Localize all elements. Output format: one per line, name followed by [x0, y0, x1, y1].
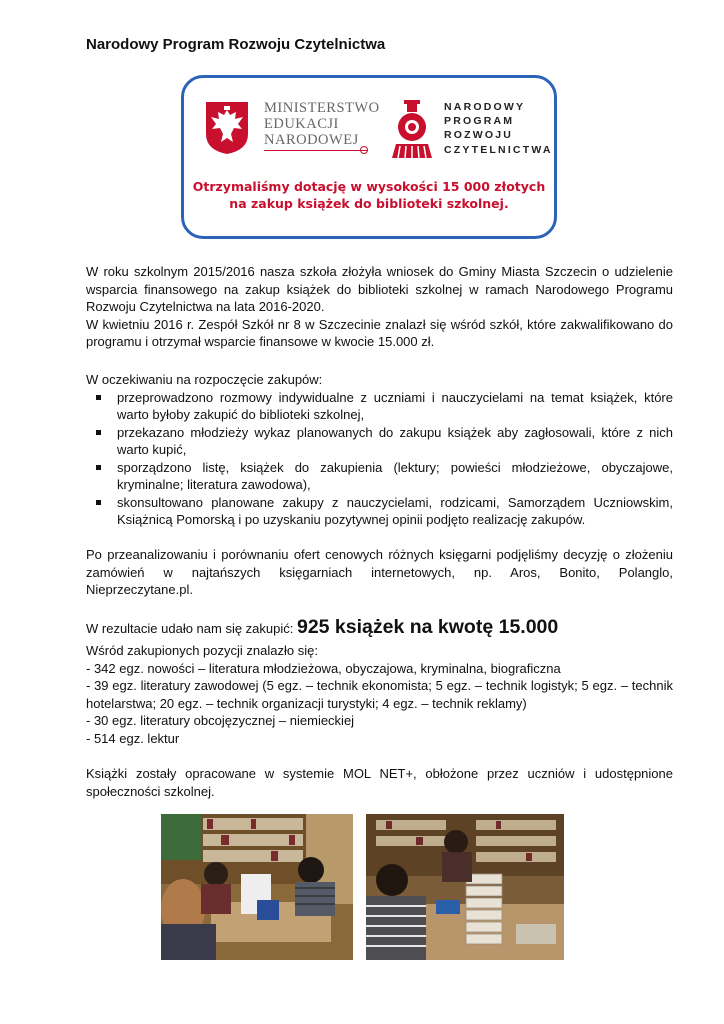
breakdown-heading: Wśród zakupionych pozycji znalazło się: [86, 643, 318, 658]
waiting-section [86, 371, 673, 529]
list-item: sporządzono listę, książek do zakupienia (lektury; powieści młodzieżowe, obyczajowe, kryminalne; literatura zawodowa), [86, 459, 673, 494]
locomotive-logo-icon [392, 100, 432, 160]
list-item: - 30 egz. literatury obcojęzycznej – niemieckiej [86, 713, 355, 728]
waiting-heading: W oczekiwaniu na rozpoczęcie zakupów: [86, 372, 323, 387]
polish-eagle-emblem-icon [204, 100, 250, 156]
ministry-divider-line [264, 150, 368, 151]
page-title: Narodowy Program Rozwoju Czytelnictwa [86, 36, 386, 53]
result-line: W rezultacie udało nam się zakupić: 925 książek na kwotę 15.000 [86, 616, 559, 638]
analysis-paragraph: Po przeanalizowaniu i porównaniu ofert cenowych różnych księgarni podjęliśmy decyzję o złożeniu zamówień w najtańszych księgarniach internetowych, np. Aros, Bonito, Polanglo, Nieprzeczytane.pl. [86, 547, 673, 597]
nprc-program-name: NARODOWY PROGRAM ROZWOJU CZYTELNICTWA [444, 101, 553, 156]
grant-note: Otrzymaliśmy dotację w wysokości 15 000 złotych na zakup książek do biblioteki szkolnej. [192, 179, 546, 211]
list-item: - 514 egz. lektur [86, 730, 180, 746]
intro-paragraph: W roku szkolnym 2015/2016 nasza szkoła złożyła wniosek do Gminy Miasta Szczecin o udzielenie wsparcia finansowego na zakup książek do biblioteki szkolnej w ramach Narodowego Programu Rozwoju Czytelnictwa na lata 2016-2020. [86, 264, 673, 314]
intro-section [86, 263, 673, 351]
grant-banner [181, 75, 557, 239]
pen-icon [360, 146, 368, 154]
intro-paragraph: W kwietniu 2016 r. Zespół Szkół nr 8 w Szczecinie znalazł się wśród szkół, które zakwalifikowano do programu i otrzymał wsparcie finansowe w kwocie 15.000 zł. [86, 316, 673, 349]
list-item: - 342 egz. nowości – literatura młodzieżowa, obyczajowa, kryminalna, biograficzna [86, 660, 561, 676]
list-item: - 39 egz. literatury zawodowej (5 egz. – technik ekonomista; 5 egz. – technik logistyk; 5 egz. – technik hotelarstwa; 20 egz. – technik organizacji turystyki; 4 egz. – technik reklamy) [86, 678, 673, 711]
list-item: przeprowadzono rozmowy indywidualne z uczniami i nauczycielami na temat książek, które warto byłoby zakupić do biblioteki szkolnej, [86, 389, 673, 424]
result-section [86, 614, 673, 747]
list-item: skonsultowano planowane zakupy z nauczycielami, rodzicami, Samorządem Uczniowskim, Książnicą Pomorską i po uzyskaniu pozytywnej opinii podjęto realizację zakupów. [86, 494, 673, 529]
list-item: przekazano młodzieży wykaz planowanych do zakupu książek aby zagłosowali, które z nich warto kupić, [86, 424, 673, 459]
library-photo-2 [366, 814, 564, 960]
library-photo-1 [161, 814, 353, 960]
closing-paragraph: Książki zostały opracowane w systemie MOL NET+, obłożone przez uczniów i udostępnione społeczności szkolnej. [86, 766, 673, 799]
waiting-list [86, 389, 673, 529]
ministry-name: MINISTERSTWO EDUKACJI NARODOWEJ [264, 100, 380, 148]
purchase-highlight: 925 książek na kwotę 15.000 [296, 616, 559, 638]
